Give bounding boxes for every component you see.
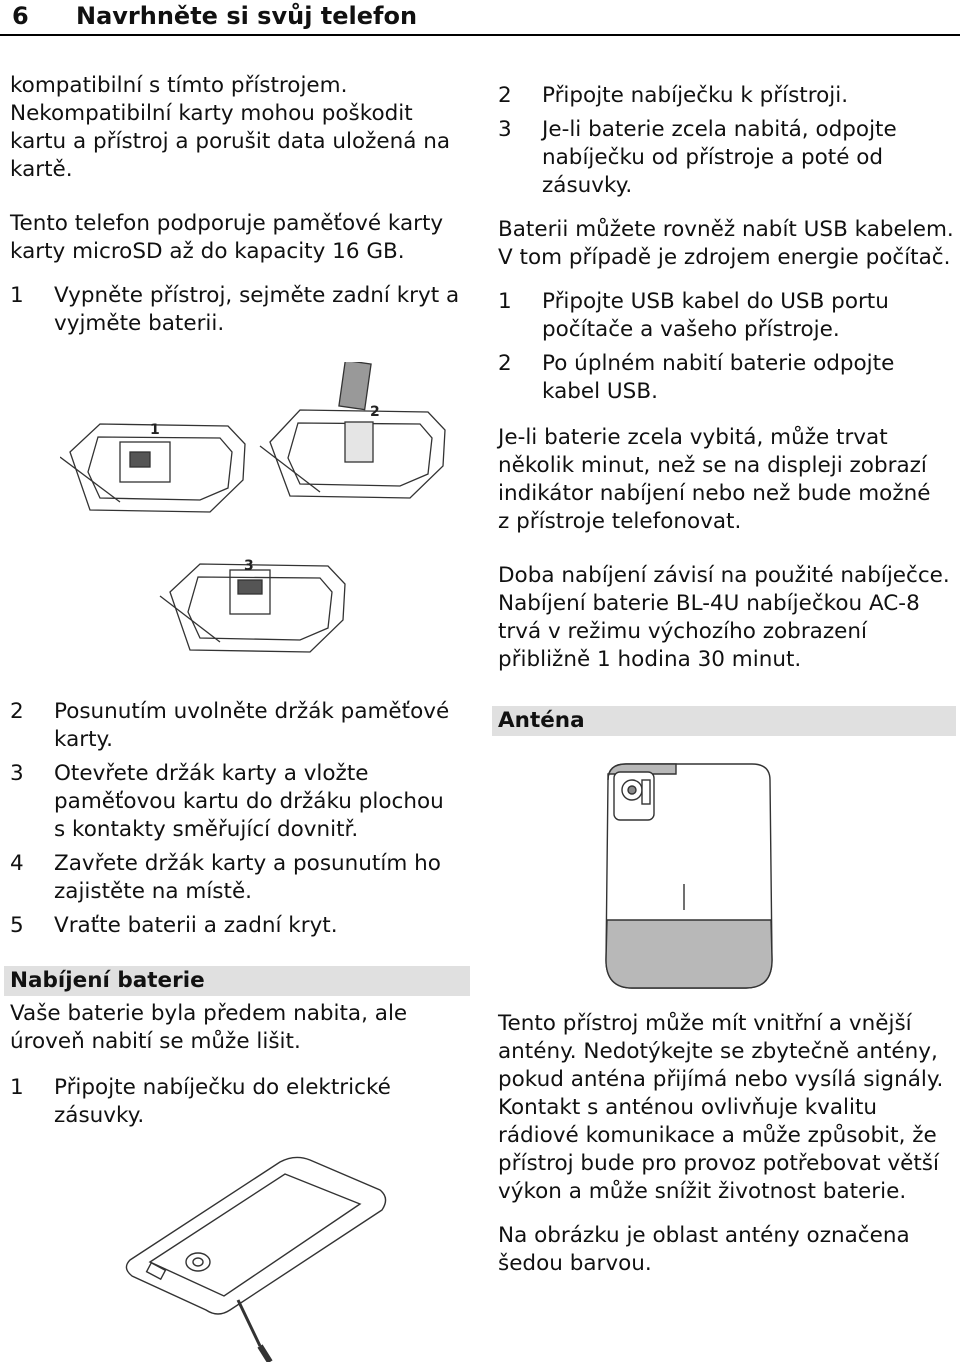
step-number: 1 xyxy=(498,289,512,314)
text-line: výkon a může snížit životnost baterie. xyxy=(498,1179,907,1204)
step-text: kabel USB. xyxy=(542,379,658,404)
text-line: pokud anténa přijímá nebo vysílá signály. xyxy=(498,1067,944,1092)
text-line: kartě. xyxy=(10,157,73,182)
text-line: několik minut, než se na displeji zobrazí xyxy=(498,453,927,478)
step-number: 2 xyxy=(498,351,512,376)
figure-label: 2 xyxy=(370,404,380,420)
antenna-phone-illustration xyxy=(596,760,782,994)
step-number: 3 xyxy=(498,117,512,142)
section-heading-antenna: Anténa xyxy=(492,706,956,736)
charging-section xyxy=(4,966,470,1130)
left-intro xyxy=(10,72,470,338)
step-number: 5 xyxy=(10,913,24,938)
text-line: indikátor nabíjení nebo než bude možné xyxy=(498,481,931,506)
text-line: úroveň nabití se může lišit. xyxy=(10,1029,301,1054)
text-line: antény. Nedotýkejte se zbytečně antény, xyxy=(498,1039,938,1064)
step-number: 4 xyxy=(10,851,24,876)
step-text: Je-li baterie zcela nabitá, odpojte xyxy=(542,117,897,142)
step-1 xyxy=(10,282,470,338)
step-text: Připojte nabíječku do elektrické xyxy=(54,1075,391,1100)
step-2 xyxy=(10,698,470,754)
page-number: 6 xyxy=(12,2,29,30)
memory-card-illustration xyxy=(60,362,460,682)
step-text: počítače a vašeho přístroje. xyxy=(542,317,840,342)
step-text: Připojte nabíječku k přístroji. xyxy=(542,83,849,108)
text-line: přístroj bude pro provoz potřebovat větší xyxy=(498,1151,939,1176)
left-steps xyxy=(10,698,470,940)
step-number: 1 xyxy=(10,283,24,308)
step-text: nabíječku od přístroje a poté od xyxy=(542,145,884,170)
text-line: Nekompatibilní karty mohou poškodit xyxy=(10,101,413,126)
step-text: karty. xyxy=(54,727,114,752)
step-text: Připojte USB kabel do USB portu xyxy=(542,289,889,314)
right-step-3 xyxy=(498,116,954,200)
step-text: zásuvky. xyxy=(542,173,633,198)
figure-label: 1 xyxy=(150,422,160,438)
text-line: trvá v režimu výchozího zobrazení xyxy=(498,619,867,644)
text-line: rádiové komunikace a může způsobit, že xyxy=(498,1123,937,1148)
header-rule xyxy=(0,34,960,36)
text-line: Nabíjení baterie BL-4U nabíječkou AC-8 xyxy=(498,591,920,616)
charger-illustration xyxy=(120,1150,390,1362)
step-number: 3 xyxy=(10,761,24,786)
section-heading-charging: Nabíjení baterie xyxy=(4,966,470,996)
text-line: přibližně 1 hodina 30 minut. xyxy=(498,647,802,672)
text-line: Baterii můžete rovněž nabít USB kabelem. xyxy=(498,217,954,242)
step-text: Po úplném nabití baterie odpojte xyxy=(542,351,895,376)
step-text: Posunutím uvolněte držák paměťové xyxy=(54,699,450,724)
step-text: Otevřete držák karty a vložte xyxy=(54,761,369,786)
step-text: s kontakty směřující dovnitř. xyxy=(54,817,359,842)
step-text: Vypněte přístroj, sejměte zadní kryt a xyxy=(54,283,460,308)
text-line: karty microSD až do kapacity 16 GB. xyxy=(10,239,405,264)
step-text: zásuvky. xyxy=(54,1103,145,1128)
page-header xyxy=(0,0,960,34)
text-line: Kontakt s anténou ovlivňuje kvalitu xyxy=(498,1095,878,1120)
text-line: Tento telefon podporuje paměťové karty xyxy=(10,211,444,236)
step-3 xyxy=(10,760,470,844)
step-text: Vraťte baterii a zadní kryt. xyxy=(54,913,338,938)
usb-step-1 xyxy=(498,288,954,344)
right-step-2 xyxy=(498,82,954,110)
text-line: Vaše baterie byla předem nabita, ale xyxy=(10,1001,408,1026)
right-column xyxy=(498,82,954,674)
antenna-text xyxy=(498,1010,954,1278)
text-line: šedou barvou. xyxy=(498,1251,652,1276)
text-line: kompatibilní s tímto přístrojem. xyxy=(10,73,348,98)
step-text: Zavřete držák karty a posunutím ho xyxy=(54,851,441,876)
step-4 xyxy=(10,850,470,906)
text-line: Doba nabíjení závisí na použité nabíječce. xyxy=(498,563,950,588)
step-number: 1 xyxy=(10,1075,24,1100)
step-5 xyxy=(10,912,470,940)
charge-step-1 xyxy=(10,1074,470,1130)
antenna-section xyxy=(492,706,956,736)
step-text: vyjměte baterii. xyxy=(54,311,225,336)
text-line: Tento přístroj může mít vnitřní a vnější xyxy=(498,1011,912,1036)
usb-step-2 xyxy=(498,350,954,406)
step-number: 2 xyxy=(498,83,512,108)
text-line: z přístroje telefonovat. xyxy=(498,509,742,534)
text-line: V tom případě je zdrojem energie počítač. xyxy=(498,245,951,270)
step-text: zajistěte na místě. xyxy=(54,879,253,904)
text-line: Na obrázku je oblast antény označena xyxy=(498,1223,910,1248)
step-text: paměťovou kartu do držáku plochou xyxy=(54,789,444,814)
step-number: 2 xyxy=(10,699,24,724)
text-line: Je-li baterie zcela vybitá, může trvat xyxy=(498,425,888,450)
text-line: kartu a přístroj a porušit data uložená na xyxy=(10,129,451,154)
figure-label: 3 xyxy=(244,558,254,574)
page-title: Navrhněte si svůj telefon xyxy=(76,2,418,30)
